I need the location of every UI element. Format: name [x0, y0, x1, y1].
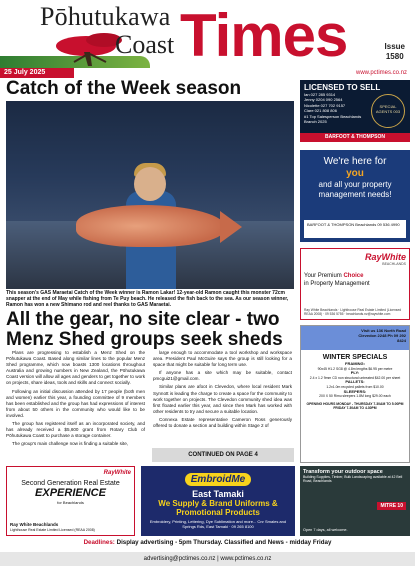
ad-highlight: you [346, 168, 364, 179]
photo-boy-head [134, 167, 166, 201]
ad-details: Embroidery, Printing, Lettering, Dye Sublimation and more... Cnr Smales and Springs Rds, East Tamaki · 09 265 8100 [149, 519, 287, 529]
ad-subtitle: Building Supplies, Timber, Bulk Landscaping available at 42 Bell Road, Beachlands [303, 475, 403, 484]
mitre10-logo: MITRE 10 [377, 502, 406, 510]
issue-date: 25 July 2025 [0, 68, 74, 78]
ad-footer [10, 523, 132, 532]
contact-bar [0, 552, 415, 566]
ad-line: Ian 027 285 9314 [304, 92, 336, 97]
footer-text: Lighthouse Real Estate Limited Licensed (REAA 2008) [10, 527, 95, 532]
special-heading: SLEEPERS: [343, 388, 367, 394]
photo-snapper [76, 205, 226, 247]
advertising-email-link[interactable]: advertising@pctimes.co.nz [143, 556, 216, 562]
ad-tagline [304, 272, 406, 288]
ad-tagline: We Supply & Brand Uniforms & Promotional Products [158, 499, 278, 517]
ad-line: Nicolette 027 702 9157 [304, 102, 346, 108]
ad-line: We're here for [323, 156, 387, 167]
separator: | [217, 556, 219, 562]
paragraph: Connexa Estate representative Cameron Ross generously offered to donate a section and building within Stage 2 of [153, 416, 292, 429]
ad-footer: Ray White Beachlands · Lighthouse Real Estate Limited (Licensed REAA 2008) · 09 536 5755 · beachlands.nz@raywhite.com [304, 307, 402, 316]
raywhite-logo: RayWhite [103, 470, 131, 476]
masthead-title-times: Times [180, 2, 348, 69]
ad-licensed-to-sell[interactable] [300, 80, 410, 142]
tagline-part: Your Premium [304, 273, 342, 279]
raywhite-branch: BEACHLANDS [382, 262, 406, 266]
masthead-title-top: Pōhutukawa [40, 2, 171, 31]
paragraph: The group has registered itself as an incorporated society, and has already received a $5,600 grant from Rotary Club of Pōhutukawa Coast to purchase a storage container. [6, 421, 145, 439]
ad-embroidme[interactable] [141, 466, 295, 536]
headline-catch-of-week: Catch of the Week season [6, 78, 242, 99]
ad-raywhite-property-management[interactable] [300, 248, 410, 320]
opening-hours: OPENING HOURS MONDAY - THURSDAY 7.30AM TO 5.00PM FRIDAY 7.30AM TO 4.30PM [306, 401, 404, 411]
ad-line: Jenny 0204 090 2564 [304, 97, 343, 103]
ad-line: #1 Top Salesperson Beachlands Branch 2025 [304, 113, 362, 125]
headline-menz-shed: All the gear, no site clear - two Menz Shed groups seek sheds [6, 309, 283, 350]
tagline-bold: Choice [343, 273, 364, 279]
masthead-title-coast: Coast [115, 30, 175, 59]
special-detail: 200 X 50 Rimu sleepers 1.8M long $29.00 each [319, 394, 391, 399]
special-detail: 90x45 H1.2 SG8 @ 4.8m lengths $6.95 per metre [317, 366, 393, 371]
story-column-1 [6, 350, 145, 449]
paragraph: Plans are progressing to establish a Menz Shed on the Pōhutukawa Coast. Based along similar lines to the popular Menz Shed programme, which now boasts 1300 locations throughout Australia and growing numbers in New Zealand, the Pōhutukawa Coast version will allow all ages and genders to get together to work on projects, share ideas, tools and skills and connect socially. [6, 350, 145, 386]
raywhite-logo: RayWhite [364, 252, 406, 262]
paragraph: The group's main challenge now is finding a suitable site, [12, 441, 129, 447]
paragraph: If anyone has a site which may be suitable, contact pmcgui21@gmail.com. [153, 370, 292, 382]
ad-footer: BARFOOT & THOMPSON Beachlands 09 536 4990 [304, 220, 406, 238]
photo-caption: This season's GAS Maraetai Catch of the Week winner is Ramon Lakar! 12-year-old Ramon caught this monster 72cm snapper at the end of May while fishing from Te Puy beach. He released the fish back to the sea. As our season winner, Ramon has won a new Shimano rod and reel thanks to GAS Maraetai. [6, 290, 289, 309]
ad-footer: Open 7 days, all welcome. [303, 528, 348, 532]
deadlines-text: Display advertising - 5pm Thursday. Classified and News - midday Friday [116, 539, 332, 546]
deadlines-line [0, 539, 415, 546]
ad-line: Clare 021 808 806 [304, 108, 337, 114]
special-heading: PLY: [350, 370, 360, 376]
tagline-bold: EXPERIENCE [35, 487, 106, 499]
ad-mitre10-outdoor[interactable] [300, 466, 410, 536]
ad-raywhite-experience[interactable] [6, 466, 135, 536]
ad-brand-bar: BARFOOT & THOMPSON [300, 133, 410, 142]
ad-line: and all your property management needs! [318, 180, 392, 199]
continued-on-page-link[interactable]: CONTINUED ON PAGE 4 [152, 448, 294, 462]
embroidme-logo: EmbroidMe [185, 473, 251, 486]
ad-tagline [10, 480, 131, 506]
deadlines-label: Deadlines: [83, 539, 115, 546]
ad-location: East Tamaki [192, 489, 244, 499]
tagline-part: in Property Management [304, 281, 370, 287]
paragraph: large enough to accommodate a tool workshop and workspace area. President Paul McGuire says the group is still looking for a space that might be suitable for long term use. [153, 350, 292, 368]
special-heading: PALLETS: [345, 379, 365, 385]
story-column-2 [153, 350, 292, 431]
paragraph: Following an initial discussion attended by 17 people (both men and women) earlier this year, a founding committee of 9 members has been established and the group has had expressions of interest from about 50 others in the community who would like to be involved. [6, 388, 145, 418]
tagline-part: Second Generation Real Estate [21, 480, 120, 487]
story-photo-fisherman [6, 101, 294, 289]
masthead-website: www.pctimes.co.nz [355, 70, 407, 76]
footer-brand: Ray White Beachlands [10, 522, 59, 528]
ad-winter-specials[interactable] [300, 325, 410, 463]
special-heading: FRAMING: [345, 361, 365, 366]
ad-banner [301, 326, 409, 350]
photo-snapper-tail [220, 211, 242, 243]
ad-title: WINTER SPECIALS [322, 354, 388, 361]
paragraph: Similar plans are afoot in Clevedon, where local resident Mark Synnott is leading the charge to create a space for the community to work together on projects. The Clevedon community shed idea was first floated earlier this year, and since then Mark has worked with other residents to try and secure a suitable location. [153, 384, 292, 414]
special-item [301, 361, 409, 412]
ad-title: Transform your outdoor space [303, 469, 383, 475]
tagline-sub: for Beachlands [57, 500, 84, 505]
special-detail: 1.2x1.0m recycled pallets from $10.00 [326, 384, 384, 389]
special-agents-badge: SPECIAL AGENTS 003 [371, 94, 405, 128]
ad-line-highlight [306, 168, 404, 180]
issue-box [385, 42, 405, 62]
issue-number: 1580 [385, 52, 404, 61]
issue-label: Issue [384, 42, 405, 51]
store-address: Visit us 136 North Road Clevedon 2248 Ph 09 292 8424 [358, 328, 406, 343]
special-detail: 2.4 x 1.2 9mm CD non structural untreated $42.00 per sheet [309, 375, 401, 380]
ad-property-management[interactable] [300, 150, 410, 242]
website-link[interactable]: www.pctimes.co.nz [220, 556, 272, 562]
ad-title: LICENSED TO SELL [304, 83, 381, 92]
masthead [0, 0, 415, 82]
